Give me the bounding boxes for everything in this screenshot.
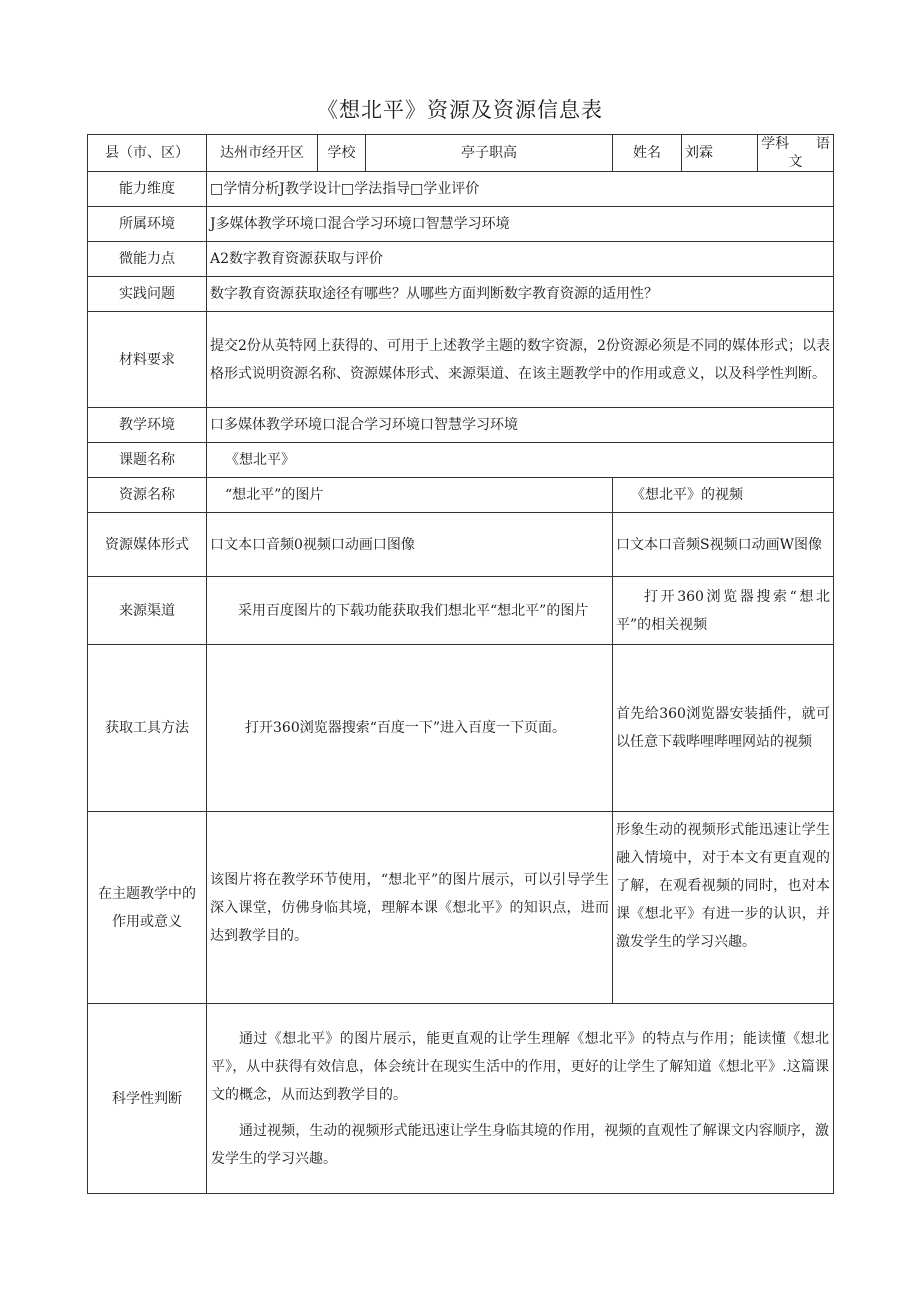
school-value: 亭子职高 [366, 135, 613, 172]
role-value-1: 该图片将在教学环节使用，“想北平”的图片展示，可以引导学生深入课堂，仿佛身临其境，理解本课《想北平》的知识点，进而达到教学目的。 [207, 812, 613, 1004]
tool-row [88, 645, 834, 812]
school-label: 学校 [318, 135, 366, 172]
ability-value: □学情分析J教学设计□学法指导□学业评价 [207, 172, 834, 207]
media-row [88, 513, 834, 577]
role-label-line-2: 作用或意义 [112, 913, 182, 930]
media-value-2: 口文本口音频S视频口动画W图像 [613, 513, 834, 577]
science-row [88, 1004, 834, 1194]
tool-label: 获取工具方法 [88, 645, 207, 812]
header-row [88, 135, 834, 172]
media-label: 资源媒体形式 [88, 513, 207, 577]
material-label: 材料要求 [88, 312, 207, 408]
problem-row [88, 277, 834, 312]
county-value: 达州市经开区 [207, 135, 318, 172]
science-label: 科学性判断 [88, 1004, 207, 1194]
env-label: 所属环境 [88, 207, 207, 242]
source-row [88, 577, 834, 645]
resource-info-table [87, 134, 834, 1194]
media-value-1: 口文本口音频0视频口动画口图像 [207, 513, 613, 577]
teach-env-value: 口多媒体教学环境口混合学习环境口智慧学习环境 [207, 408, 834, 443]
page-title: 《想北平》资源及资源信息表 [317, 98, 603, 122]
res-name-value-1: “想北平”的图片 [207, 478, 613, 513]
problem-value: 数字教育资源获取途径有哪些？从哪些方面判断数字教育资源的适用性？ [207, 277, 834, 312]
science-value [207, 1004, 834, 1194]
env-row [88, 207, 834, 242]
subject-cell [758, 135, 834, 172]
problem-label: 实践问题 [88, 277, 207, 312]
teach-env-label: 教学环境 [88, 408, 207, 443]
role-label-line-1: 在主题教学中的 [98, 885, 196, 902]
science-paragraph-1: 通过《想北平》的图片展示，能更直观的让学生理解《想北平》的特点与作用；能读懂《想北平》，从中获得有效信息，体会统计在现实生活中的作用，更好的让学生了解知道《想北平》.这篇课文的概念，从而达到教学目的。 [211, 1030, 829, 1103]
ability-label: 能力维度 [88, 172, 207, 207]
env-value: J多媒体教学环境口混合学习环境口智慧学习环境 [207, 207, 834, 242]
material-row [88, 312, 834, 408]
material-value: 提交2份从英特网上获得的、可用于上述教学主题的数字资源，2份资源必须是不同的媒体形式；以表格形式说明资源名称、资源媒体形式、来源渠道、在该主题教学中的作用或意义，以及科学性判断。 [207, 312, 834, 408]
subject-value: 语文 [788, 136, 830, 171]
res-name-row [88, 478, 834, 513]
tool-value-2: 首先给360浏览器安装插件，就可以任意下载哔哩哔哩网站的视频 [613, 645, 834, 812]
teach-env-row [88, 408, 834, 443]
ability-row [88, 172, 834, 207]
role-value-2: 形象生动的视频形式能迅速让学生融入情境中，对于本文有更直观的了解，在观看视频的同时，也对本课《想北平》有进一步的认识，并激发学生的学习兴趣。 [613, 812, 834, 1004]
source-value-1: 采用百度图片的下载功能获取我们想北平“想北平”的图片 [207, 577, 613, 645]
micro-row [88, 242, 834, 277]
role-label [88, 812, 207, 1004]
subject-label: 学科 [761, 136, 790, 152]
role-row [88, 812, 834, 1004]
name-value: 刘霖 [682, 135, 758, 172]
source-label: 来源渠道 [88, 577, 207, 645]
name-label: 姓名 [613, 135, 682, 172]
topic-value: 《想北平》 [207, 443, 834, 478]
res-name-label: 资源名称 [88, 478, 207, 513]
county-label: 县（市、区） [88, 135, 207, 172]
science-paragraph-2: 通过视频，生动的视频形式能迅速让学生身临其境的作用，视频的直观性了解课文内容顺序，激发学生的学习兴趣。 [211, 1122, 829, 1167]
micro-value: A2数字教育资源获取与评价 [207, 242, 834, 277]
source-value-2: 打开360浏览器搜索“想北平”的相关视频 [613, 577, 834, 645]
tool-value-1: 打开360浏览器搜索“百度一下”进入百度一下页面。 [207, 645, 613, 812]
res-name-value-2: 《想北平》的视频 [613, 478, 834, 513]
topic-row [88, 443, 834, 478]
topic-label: 课题名称 [88, 443, 207, 478]
micro-label: 微能力点 [88, 242, 207, 277]
